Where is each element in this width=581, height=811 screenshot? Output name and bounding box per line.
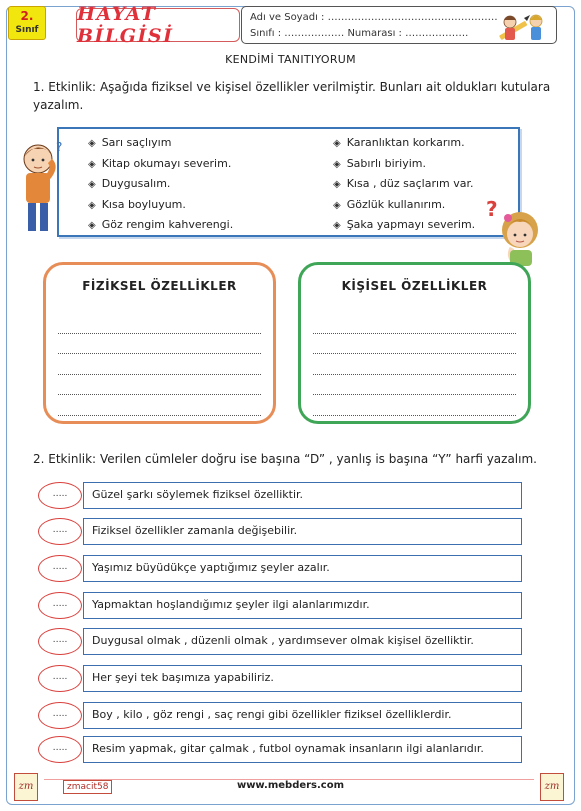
website-link[interactable]: www.mebders.com: [236, 780, 345, 791]
statement-text: Yapmaktan hoşlandığımız şeyler ilgi alanlarımızdır.: [83, 592, 522, 619]
activity-1-text: Aşağıda fiziksel ve kişisel özellikler verilmiştir. Bunları ait oldukları kutulara yazalım.: [33, 80, 551, 112]
student-info-box: [241, 6, 557, 44]
feature-item: [333, 133, 475, 154]
answer-line[interactable]: [58, 354, 261, 375]
answer-line[interactable]: [58, 334, 261, 355]
feature-item: [88, 174, 233, 195]
corner-mark-right: zm: [540, 773, 564, 801]
answer-oval[interactable]: …..: [38, 482, 82, 509]
statement-text: Her şeyi tek başımıza yapabiliriz.: [83, 665, 522, 692]
personal-answer-lines: [313, 313, 516, 416]
statement-text: Boy , kilo , göz rengi , saç rengi gibi özellikler fiziksel özelliklerdir.: [83, 702, 522, 729]
answer-oval[interactable]: …..: [38, 665, 82, 692]
physical-answer-lines: [58, 313, 261, 416]
grade-number: 2.: [20, 9, 34, 23]
answer-line[interactable]: [313, 313, 516, 334]
answer-oval[interactable]: …..: [38, 702, 82, 729]
feature-item: [333, 154, 475, 175]
feature-item: [88, 154, 233, 175]
class-number-field-line[interactable]: Sınıfı : ……………… Numarası : ……………….: [250, 28, 469, 39]
answer-oval[interactable]: …..: [38, 592, 82, 619]
grade-label: Sınıf: [15, 25, 39, 35]
answer-line[interactable]: [313, 354, 516, 375]
answer-oval[interactable]: …..: [38, 555, 82, 582]
answer-line[interactable]: [313, 395, 516, 416]
activity-2-label: 2. Etkinlik:: [33, 452, 97, 466]
true-false-row: [38, 702, 522, 729]
diamond-bullet-icon: ◈: [88, 199, 96, 211]
kids-pencil-icon: [494, 10, 552, 44]
corner-mark-left: zm: [14, 773, 38, 801]
answer-oval[interactable]: …..: [38, 518, 82, 545]
true-false-row: [38, 628, 522, 655]
diamond-bullet-icon: ◈: [88, 138, 96, 149]
svg-text:?: ?: [56, 140, 63, 154]
answer-line[interactable]: [58, 313, 261, 334]
answer-line[interactable]: [313, 334, 516, 355]
feature-item: [88, 215, 233, 236]
feature-text: Kitap okumayı severim.: [101, 156, 232, 170]
diamond-bullet-icon: ◈: [333, 220, 341, 231]
subject-title-box: [76, 3, 240, 47]
features-column-left: [88, 133, 233, 236]
feature-item: [333, 215, 475, 236]
feature-text: Göz rengim kahverengi.: [101, 218, 234, 231]
statement-text: Fiziksel özellikler zamanla değişebilir.: [83, 518, 522, 545]
feature-text: Sarı saçlıyım: [101, 136, 172, 149]
feature-text: Şaka yapmayı severim.: [346, 218, 476, 231]
thinking-boy-icon: [16, 137, 66, 237]
feature-text: Karanlıktan korkarım.: [346, 136, 465, 149]
feature-text: Sabırlı biriyim.: [346, 156, 426, 170]
answer-oval[interactable]: …..: [38, 628, 82, 655]
activity-1-label: 1. Etkinlik:: [33, 80, 97, 94]
activity-2-text: Verilen cümleler doğru ise başına “D” , yanlış is başına “Y” harfi yazalım.: [99, 452, 537, 466]
svg-text:?: ?: [486, 197, 498, 221]
true-false-row: [38, 518, 522, 545]
worksheet-heading: KENDİMİ TANITIYORUM: [225, 53, 356, 66]
grade-badge: [8, 6, 46, 40]
diamond-bullet-icon: ◈: [88, 179, 96, 190]
true-false-row: [38, 736, 522, 763]
feature-item: [333, 174, 475, 195]
diamond-bullet-icon: ◈: [88, 158, 96, 170]
statement-text: Yaşımız büyüdükçe yaptığımız şeyler azalır.: [83, 555, 522, 582]
diamond-bullet-icon: ◈: [333, 138, 341, 149]
activity-2-instruction: [33, 450, 563, 468]
name-field-line[interactable]: Adı ve Soyadı : ……………………………………………: [250, 12, 498, 23]
true-false-row: [38, 482, 522, 509]
feature-item: [333, 195, 475, 216]
personal-traits-box: [298, 262, 531, 424]
physical-traits-box: [43, 262, 276, 424]
true-false-row: [38, 665, 522, 692]
subject-title: HAYAT BİLGİSİ: [77, 3, 174, 47]
features-column-right: [333, 133, 475, 236]
feature-text: Kısa boyluyum.: [101, 197, 186, 211]
answer-line[interactable]: [58, 375, 261, 396]
feature-text: Kısa , düz saçlarım var.: [346, 177, 474, 190]
statement-text: Duygusal olmak , düzenli olmak , yardımsever olmak kişisel özelliktir.: [83, 628, 522, 655]
true-false-row: [38, 555, 522, 582]
feature-text: Duygusalım.: [101, 177, 171, 190]
true-false-row: [38, 592, 522, 619]
diamond-bullet-icon: ◈: [88, 220, 96, 231]
diamond-bullet-icon: ◈: [333, 179, 341, 190]
feature-item: [88, 195, 233, 216]
statement-text: Güzel şarkı söylemek fiziksel özelliktir.: [83, 482, 522, 509]
author-tag: zmacit58: [63, 780, 112, 794]
thinking-girl-icon: [484, 196, 544, 268]
answer-line[interactable]: [58, 395, 261, 416]
answer-line[interactable]: [313, 375, 516, 396]
answer-oval[interactable]: …..: [38, 736, 82, 763]
feature-text: Gözlük kullanırım.: [346, 197, 446, 211]
personal-traits-title: KİŞİSEL ÖZELLİKLER: [341, 279, 488, 293]
physical-traits-title: FİZİKSEL ÖZELLİKLER: [82, 279, 237, 293]
diamond-bullet-icon: ◈: [333, 158, 341, 170]
statement-text: Resim yapmak, gitar çalmak , futbol oynamak insanların ilgi alanlarıdır.: [83, 736, 522, 763]
diamond-bullet-icon: ◈: [333, 199, 341, 211]
activity-1-instruction: [33, 78, 553, 114]
feature-item: [88, 133, 233, 154]
